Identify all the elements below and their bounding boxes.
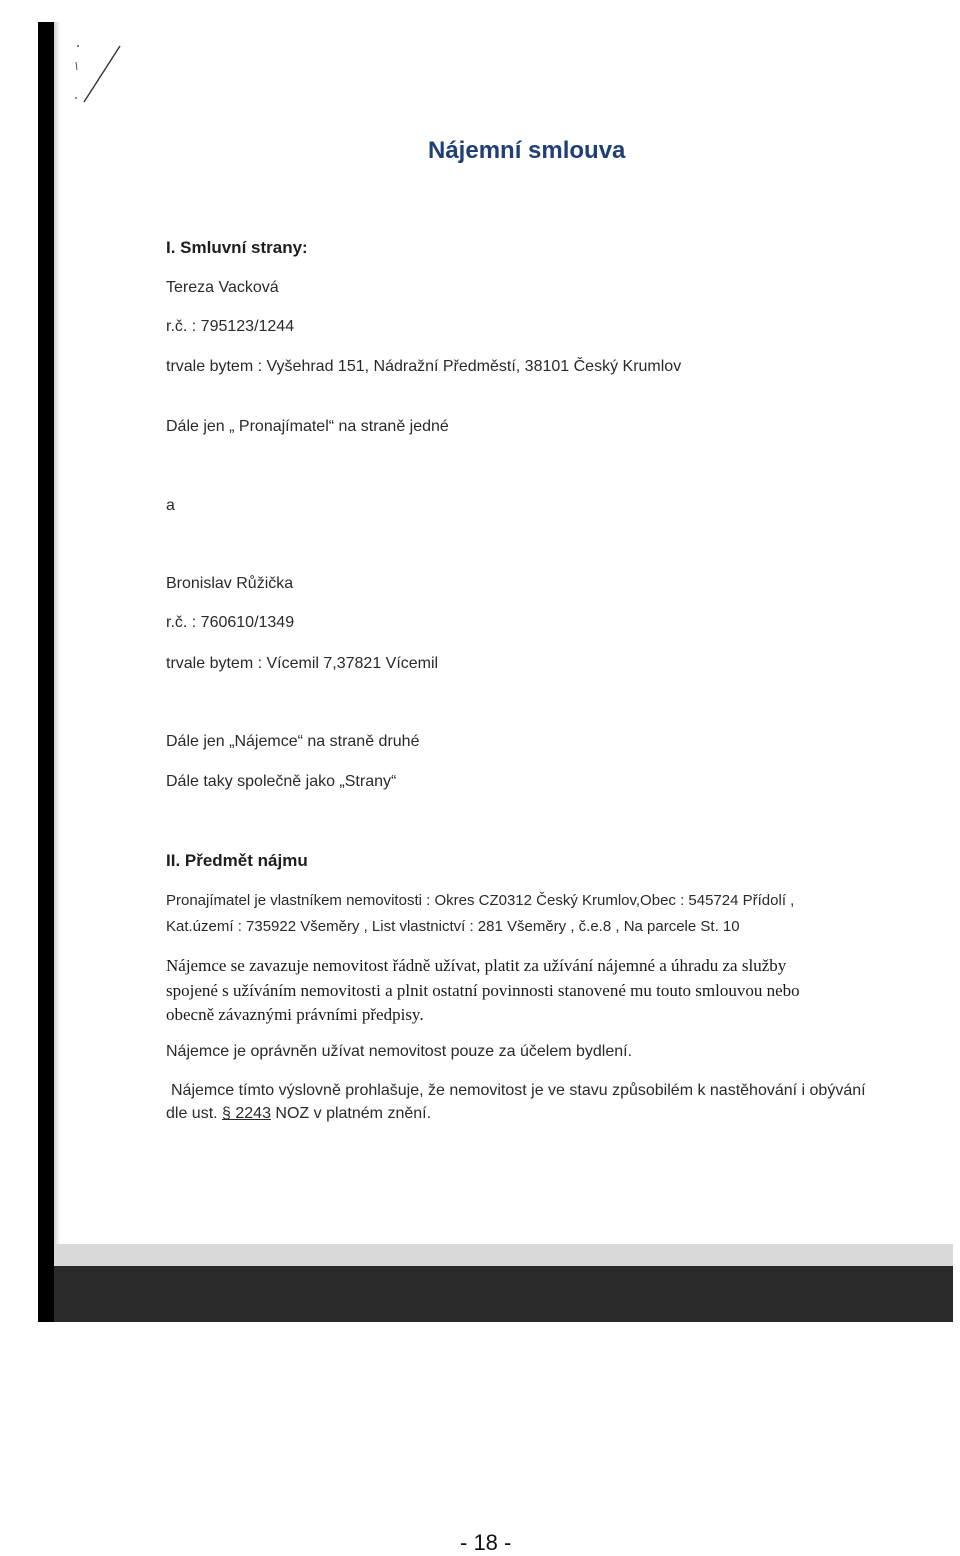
lessee-birth-number: r.č. : 760610/1349 [166, 614, 295, 631]
pen-mark [70, 40, 130, 110]
purpose-clause: Nájemce je oprávněn užívat nemovitost pouze za účelem bydlení. [166, 1043, 633, 1060]
obligation-line3: obecně závaznými právními předpisy. [166, 1005, 424, 1024]
obligation-line2: spojené s užíváním nemovitosti a plnit ostatní povinnosti stanovené mu touto smlouvou nebo [166, 981, 800, 1000]
section1-heading: I. Smluvní strany: [166, 238, 308, 257]
document-title: Nájemní smlouva [428, 137, 626, 164]
section2-heading: II. Předmět nájmu [166, 851, 308, 870]
lessor-address: trvale bytem : Vyšehrad 151, Nádražní Předměstí, 38101 Český Krumlov [166, 358, 682, 375]
lessor-birth-number: r.č. : 795123/1244 [166, 318, 295, 335]
lessor-role: Dále jen „ Pronajímatel“ na straně jedné [166, 418, 449, 435]
declaration-suffix: NOZ v platném znění. [270, 1105, 432, 1122]
statute-reference: § 2243 [222, 1105, 271, 1122]
property-description-line1: Pronajímatel je vlastníkem nemovitosti : Okres CZ0312 Český Krumlov,Obec : 545724 Přídolí , [166, 892, 795, 909]
declaration-line1: Nájemce tímto výslovně prohlašuje, že nemovitost je ve stavu způsobilém k nastěhování i obývání [171, 1082, 866, 1099]
conjunction: a [166, 497, 175, 514]
parties-note: Dále taky společně jako „Strany“ [166, 773, 397, 790]
lessee-name: Bronislav Růžička [166, 575, 294, 592]
scan-gray-band [54, 1244, 953, 1266]
declaration-prefix: dle ust. [166, 1105, 223, 1122]
lessor-name: Tereza Vacková [166, 279, 279, 296]
property-description-line2: Kat.území : 735922 Všeměry , List vlastnictví : 281 Všeměry , č.e.8 , Na parcele St. 10 [166, 918, 740, 935]
page-edge-shadow [54, 22, 60, 1244]
obligation-line1: Nájemce se zavazuje nemovitost řádně užívat, platit za užívání nájemné a úhradu za služby [166, 956, 787, 975]
lessee-address: trvale bytem : Vícemil 7,37821 Vícemil [166, 655, 439, 672]
lessee-role: Dále jen „Nájemce“ na straně druhé [166, 733, 420, 750]
scan-dark-band [54, 1266, 953, 1322]
page-number: - 18 - [460, 1530, 512, 1555]
declaration-line2 [166, 1105, 431, 1123]
